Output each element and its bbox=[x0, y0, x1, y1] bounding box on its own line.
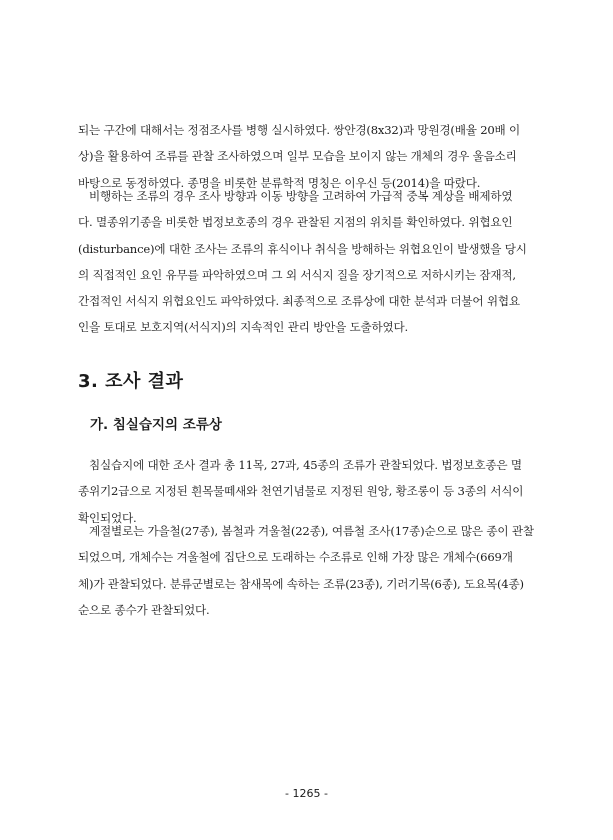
page-number: - 1265 - bbox=[285, 787, 328, 800]
paragraph-disturbance-survey: 비행하는 조류의 경우 조사 방향과 이동 방향을 고려하여 가급적 중복 계상을 배제하였 다. 멸종위기종을 비롯한 법정보호종의 경우 관찰된 지점의 위치를 확인하였다. 위협요인 (disturbance)에 대한 조사는 조류의 휴식이나 취식을 방해하는 위협요인이 발생했을 당시 의 직접적인 요인 유무를 파악하였으며 그 외 서식지 질을 장기적으로 저하시키는 잠재적, 간접적인 서식지 위협요인도 파악하였다. 최종적으로 조류상에 대한 분석과 더불어 위협요 인을 토대로 보호지역(서식지)의 지속적인 관리 방안을 도출하였다. bbox=[78, 189, 527, 335]
paragraph-survey-method: 되는 구간에 대해서는 정점조사를 병행 실시하였다. 쌍안경(8x32)과 망원경(배율 20배 이 상)을 활용하여 조류를 관찰 조사하였으며 일부 모습을 보이지 않는 개체의 경우 울음소리 바탕으로 동정하였다. 종명을 비롯한 분류학적 명칭은 이우신 등(2014)을 따랐다. bbox=[78, 123, 521, 190]
section-heading: 3. 조사 결과 bbox=[78, 371, 184, 392]
paragraph-seasonal-results: 계절별로는 가을철(27종), 봄철과 겨울철(22종), 여름철 조사(17종)순으로 많은 종이 관찰 되었으며, 개체수는 겨울철에 집단으로 도래하는 수조류로 인해 가장 많은 개체수(669개 체)가 관찰되었다. 분류군별로는 참새목에 속하는 조류(23종), 기러기목(6종), 도요목(4종) 순으로 종수가 관찰되었다. bbox=[78, 524, 534, 617]
sub-heading: 가. 침실습지의 조류상 bbox=[90, 417, 222, 433]
paragraph-survey-results: 침실습지에 대한 조사 결과 총 11목, 27과, 45종의 조류가 관찰되었다. 법정보호종은 멸 종위기2급으로 지정된 흰목물떼새와 천연기념물로 지정된 원앙, 황조롱이 등 3종의 서식이 확인되었다. bbox=[78, 458, 524, 525]
